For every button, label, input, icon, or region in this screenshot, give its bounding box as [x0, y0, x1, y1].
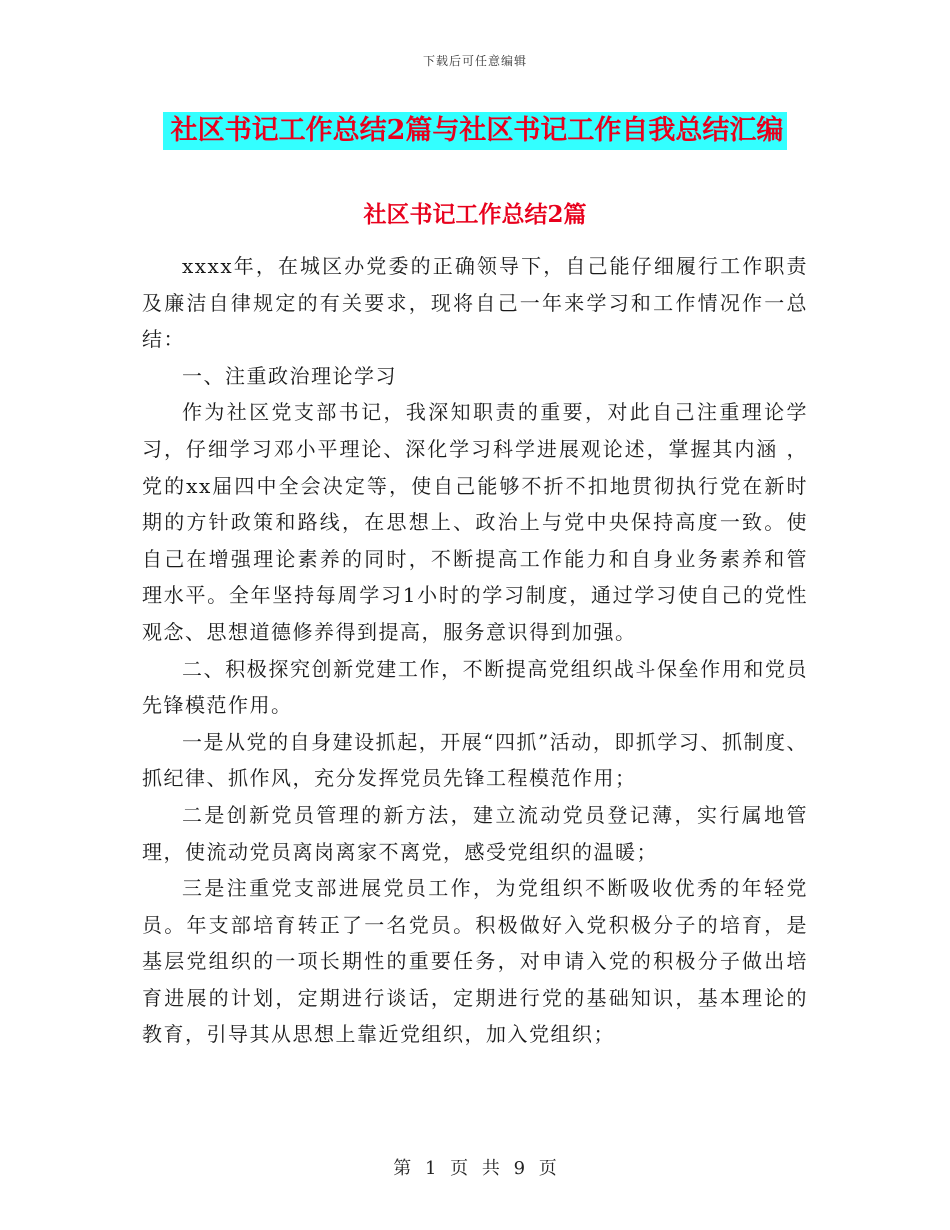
paragraph-heading-1: 一、注重政治理论学习: [182, 363, 397, 388]
document-title: 社区书记工作总结2篇与社区书记工作自我总结汇编: [163, 112, 788, 150]
page-number-footer: 第 1 页 共 9 页: [393, 1158, 557, 1179]
paragraph-theory-study: 作为社区党支部书记，我深知职责的重要，对此自己注重理论学习，仔细学习邓小平理论、深化学习科学进展观论述，掌握其内涵 ，党的xx届四中全会决定等，使自己能够不折不扣地贯彻执行党在新时期的方针政策和路线，在思想上、政治上与党中央保持高度一致。使自己在增强理论素养的同时，不断提高工作能力和自身业务素养和管理水平。全年坚持每周学习1小时的学习制度，通过学习使自己的党性观念、思想道德修养得到提高，服务意识得到加强。: [142, 400, 808, 644]
paragraph-intro: xxxx年，在城区办党委的正确领导下，自己能仔细履行工作职责及廉洁自律规定的有关要求，现将自己一年来学习和工作情况作一总结：: [142, 254, 808, 352]
paragraph-point-2: 二是创新党员管理的新方法，建立流动党员登记薄，实行属地管理，使流动党员离岗离家不离党，感受党组织的温暖；: [142, 802, 808, 864]
paragraph-heading-2: 二、积极探究创新党建工作，不断提高党组织战斗保垒作用和党员先锋模范作用。: [142, 656, 808, 718]
paragraph-point-1: 一是从党的自身建设抓起，开展“四抓”活动，即抓学习、抓制度、抓纪律、抓作风，充分发挥党员先锋工程模范作用；: [142, 729, 808, 791]
document-body: [142, 248, 808, 1053]
page-header-note: 下载后可任意编辑: [422, 54, 527, 68]
section-title: 社区书记工作总结2篇: [363, 201, 587, 228]
paragraph-point-3: 三是注重党支部进展党员工作，为党组织不断吸收优秀的年轻党员。年支部培育转正了一名党员。积极做好入党积极分子的培育，是基层党组织的一项长期性的重要任务，对申请入党的积极分子做出培育进展的计划，定期进行谈话，定期进行党的基础知识，基本理论的教育，引导其从思想上靠近党组织，加入党组织；: [142, 876, 808, 1047]
document-title-container: [0, 112, 950, 150]
